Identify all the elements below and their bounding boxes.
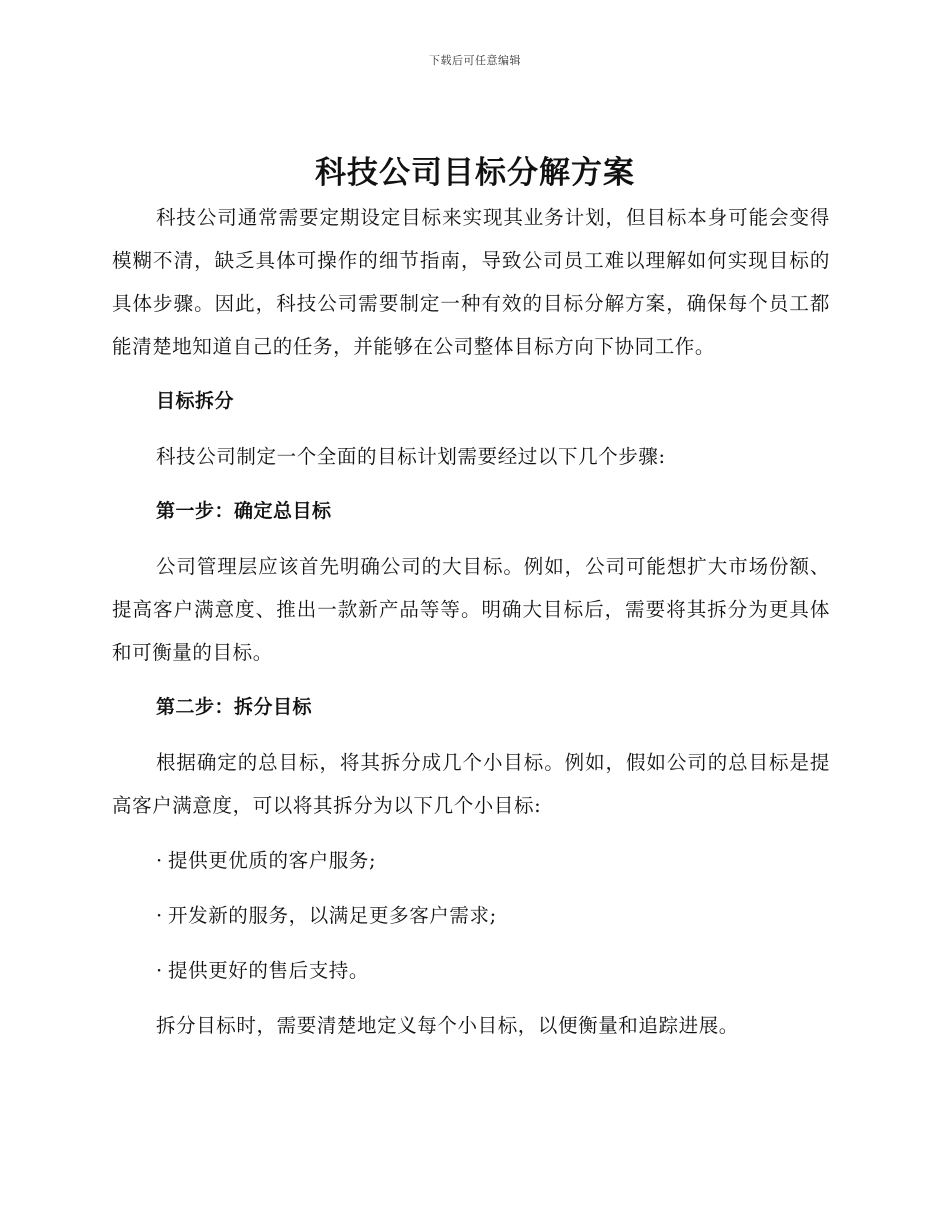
spacer bbox=[112, 882, 830, 894]
step2-heading: 第二步：拆分目标 bbox=[156, 696, 313, 718]
bullet-dot: · bbox=[156, 959, 163, 982]
spacer bbox=[112, 937, 830, 949]
spacer bbox=[112, 368, 830, 380]
spacer bbox=[112, 533, 830, 545]
closing-paragraph: 拆分目标时，需要清楚地定义每个小目标，以便衡量和追踪进展。 bbox=[156, 1014, 739, 1037]
bullet-dot: · bbox=[156, 904, 163, 927]
step1-heading: 第一步：确定总目标 bbox=[156, 500, 332, 522]
spacer bbox=[112, 423, 830, 435]
document-title: 科技公司目标分解方案 bbox=[315, 155, 635, 191]
bullet-item-text: 提供更好的售后支持。 bbox=[168, 959, 370, 982]
header-note: 下载后可任意编辑 bbox=[429, 54, 521, 67]
document-body bbox=[112, 196, 830, 1047]
step1-paragraph: 公司管理层应该首先明确公司的大目标。例如，公司可能想扩大市场份额、提高客户满意度、推出一款新产品等等。明确大目标后，需要将其拆分为更具体和可衡量的目标。 bbox=[112, 555, 830, 664]
spacer bbox=[112, 827, 830, 839]
section-heading-goal-breakdown: 目标拆分 bbox=[156, 390, 235, 412]
spacer bbox=[112, 674, 830, 686]
section-lead-paragraph: 科技公司制定一个全面的目标计划需要经过以下几个步骤: bbox=[156, 445, 666, 468]
bullet-dot: · bbox=[156, 849, 163, 872]
bullet-item bbox=[112, 839, 830, 882]
spacer bbox=[112, 478, 830, 490]
step2-paragraph: 根据确定的总目标，将其拆分成几个小目标。例如，假如公司的总目标是提高客户满意度，可以将其拆分为以下几个小目标: bbox=[112, 751, 830, 817]
bullet-item-text: 提供更优质的客户服务; bbox=[168, 849, 377, 872]
bullet-item bbox=[112, 894, 830, 937]
bullet-item-text: 开发新的服务，以满足更多客户需求; bbox=[168, 904, 497, 927]
spacer bbox=[112, 992, 830, 1004]
intro-paragraph: 科技公司通常需要定期设定目标来实现其业务计划，但目标本身可能会变得模糊不清，缺乏具体可操作的细节指南，导致公司员工难以理解如何实现目标的具体步骤。因此，科技公司需要制定一种有效的目标分解方案，确保每个员工都能清楚地知道自己的任务，并能够在公司整体目标方向下协同工作。 bbox=[112, 206, 830, 358]
spacer bbox=[112, 729, 830, 741]
bullet-item bbox=[112, 949, 830, 992]
